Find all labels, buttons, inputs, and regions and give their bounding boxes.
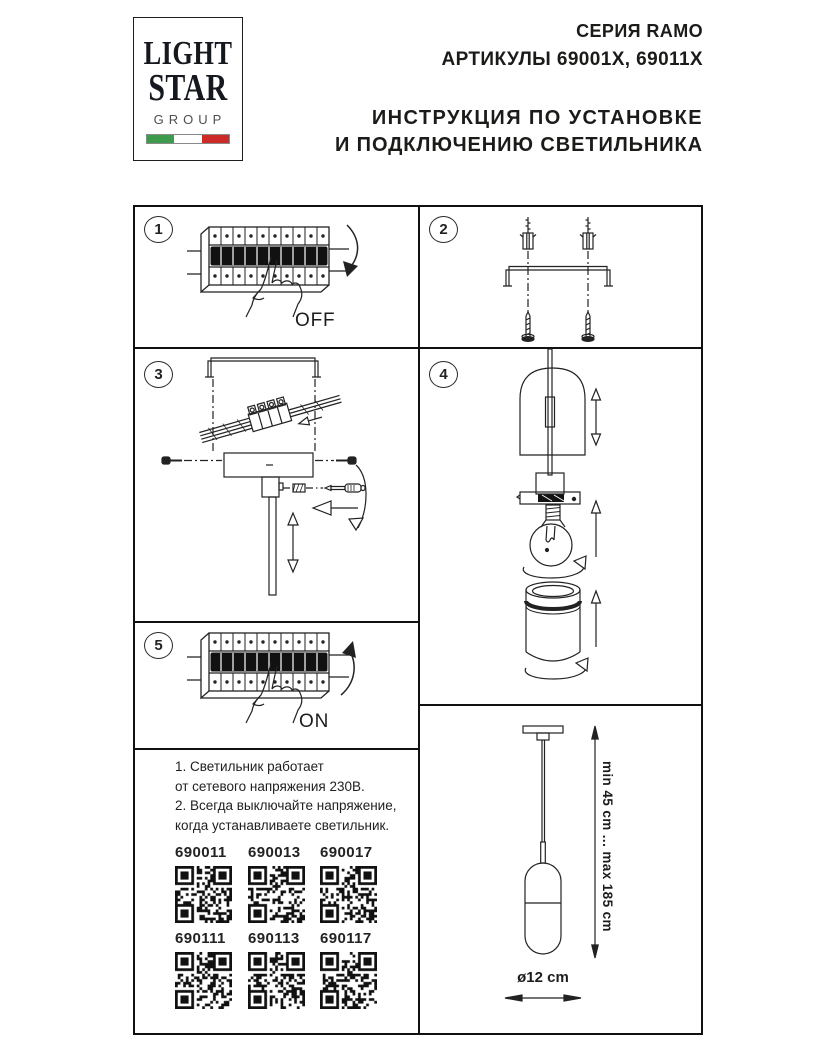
- socket-icon: [536, 473, 564, 494]
- arrow-up-down-icon: [592, 389, 601, 445]
- stem-holder-icon: [262, 477, 279, 497]
- italian-flag-icon: [146, 134, 230, 144]
- step-number-text: 1: [154, 221, 163, 238]
- height-dimension-arrow: [592, 726, 598, 958]
- note-line: от сетевого напряжения 230В.: [175, 778, 365, 794]
- lightstar-logo: [133, 17, 243, 161]
- step-number-text: 5: [154, 637, 163, 654]
- wiring-canopy-illustration: [135, 349, 418, 621]
- note-line: когда устанавливаете светильник.: [175, 817, 390, 833]
- qr-article-block: [175, 844, 239, 923]
- screwdriver-icon: [325, 484, 365, 492]
- arrow-up-icon: [341, 651, 354, 695]
- step-number-text: 4: [439, 366, 448, 383]
- safety-notes: [175, 757, 396, 835]
- cylinder-shade-icon: [526, 582, 580, 661]
- circuit-breaker-on-illustration: [135, 623, 418, 748]
- rotate-arrow-icon: [523, 556, 586, 578]
- step-number-text: 2: [439, 221, 448, 238]
- side-screw-icon: [162, 457, 222, 464]
- light-bulb-icon: [530, 505, 572, 566]
- step-1-panel: [135, 207, 418, 347]
- arrow-down-icon: [347, 225, 358, 265]
- dimensions-panel: [420, 706, 701, 1033]
- flag-red-stripe: [202, 135, 229, 143]
- step-2-panel: [420, 207, 701, 347]
- qr-article-block: [248, 930, 312, 1009]
- article-number: 690111: [175, 930, 226, 947]
- diameter-dimension-arrow: [505, 995, 581, 1001]
- qr-code: [248, 952, 305, 1009]
- step-number-text: 3: [154, 366, 163, 383]
- articles-title: АРТИКУЛЫ 69001X, 69011X: [441, 49, 703, 70]
- mounting-hardware-illustration: [420, 207, 701, 347]
- wall-anchor-icon: [580, 217, 596, 249]
- lamp-assembly-illustration: [420, 349, 701, 704]
- ceiling-plate-icon: [523, 726, 563, 733]
- wall-anchor-icon: [520, 217, 536, 249]
- instruction-grid: [133, 205, 703, 1035]
- qr-code: [248, 866, 305, 923]
- note-line: 2. Всегда выключайте напряжение,: [175, 798, 397, 813]
- article-number: 690113: [248, 930, 300, 947]
- flag-green-stripe: [147, 135, 174, 143]
- mounting-bracket-icon: [503, 267, 613, 287]
- arrow-up-icon: [592, 591, 601, 647]
- note-line: 1. Светильник работает: [175, 759, 324, 774]
- screw-icon: [522, 312, 534, 341]
- logo-star-text: STAR: [148, 67, 228, 110]
- off-label: OFF: [295, 310, 336, 331]
- qr-code: [175, 952, 232, 1009]
- diameter-label: ø12 cm: [517, 969, 569, 986]
- qr-code: [320, 866, 377, 923]
- step-4-panel: [420, 349, 701, 704]
- pendant-rod-icon: [269, 497, 276, 595]
- article-number: 690117: [320, 930, 372, 947]
- qr-article-block: [248, 844, 312, 923]
- flag-white-stripe: [174, 135, 201, 143]
- terminal-block-icon: [196, 382, 345, 455]
- logo-group-text: GROUP: [153, 112, 227, 127]
- capsule-shade-icon: [525, 863, 561, 954]
- qr-code: [175, 866, 232, 923]
- height-range-label: min 45 cm ... max 185 cm: [600, 761, 615, 932]
- set-screw-icon: [293, 484, 305, 492]
- qr-article-block: [175, 930, 239, 1009]
- qr-article-block: [320, 844, 384, 923]
- suspension-cord-icon: [542, 740, 545, 842]
- arrow-up-down-icon: [288, 513, 298, 572]
- header: [335, 0, 703, 155]
- circuit-breaker-off-illustration: [135, 207, 418, 347]
- qr-code: [320, 952, 377, 1009]
- doc-title-line2: И ПОДКЛЮЧЕНИЮ СВЕТИЛЬНИКА: [334, 134, 703, 156]
- step-5-panel: [135, 623, 418, 748]
- screw-icon: [582, 312, 594, 341]
- article-number: 690011: [175, 844, 227, 861]
- qr-article-block: [320, 930, 384, 1009]
- arrow-up-icon: [592, 501, 601, 557]
- on-label: ON: [299, 711, 330, 732]
- side-screw-icon: [315, 457, 356, 464]
- notes-panel: [135, 750, 418, 1033]
- arrow-left-icon: [313, 501, 331, 515]
- step-3-panel: [135, 349, 418, 621]
- article-number: 690013: [248, 844, 301, 861]
- article-number: 690017: [320, 844, 373, 861]
- mounting-bracket-icon: [205, 358, 321, 377]
- doc-title-line1: ИНСТРУКЦИЯ ПО УСТАНОВКЕ: [371, 107, 703, 129]
- series-title: СЕРИЯ RAMO: [576, 21, 703, 41]
- arrow-down-icon: [343, 261, 358, 277]
- logo-light-text: LIGHT: [143, 34, 233, 72]
